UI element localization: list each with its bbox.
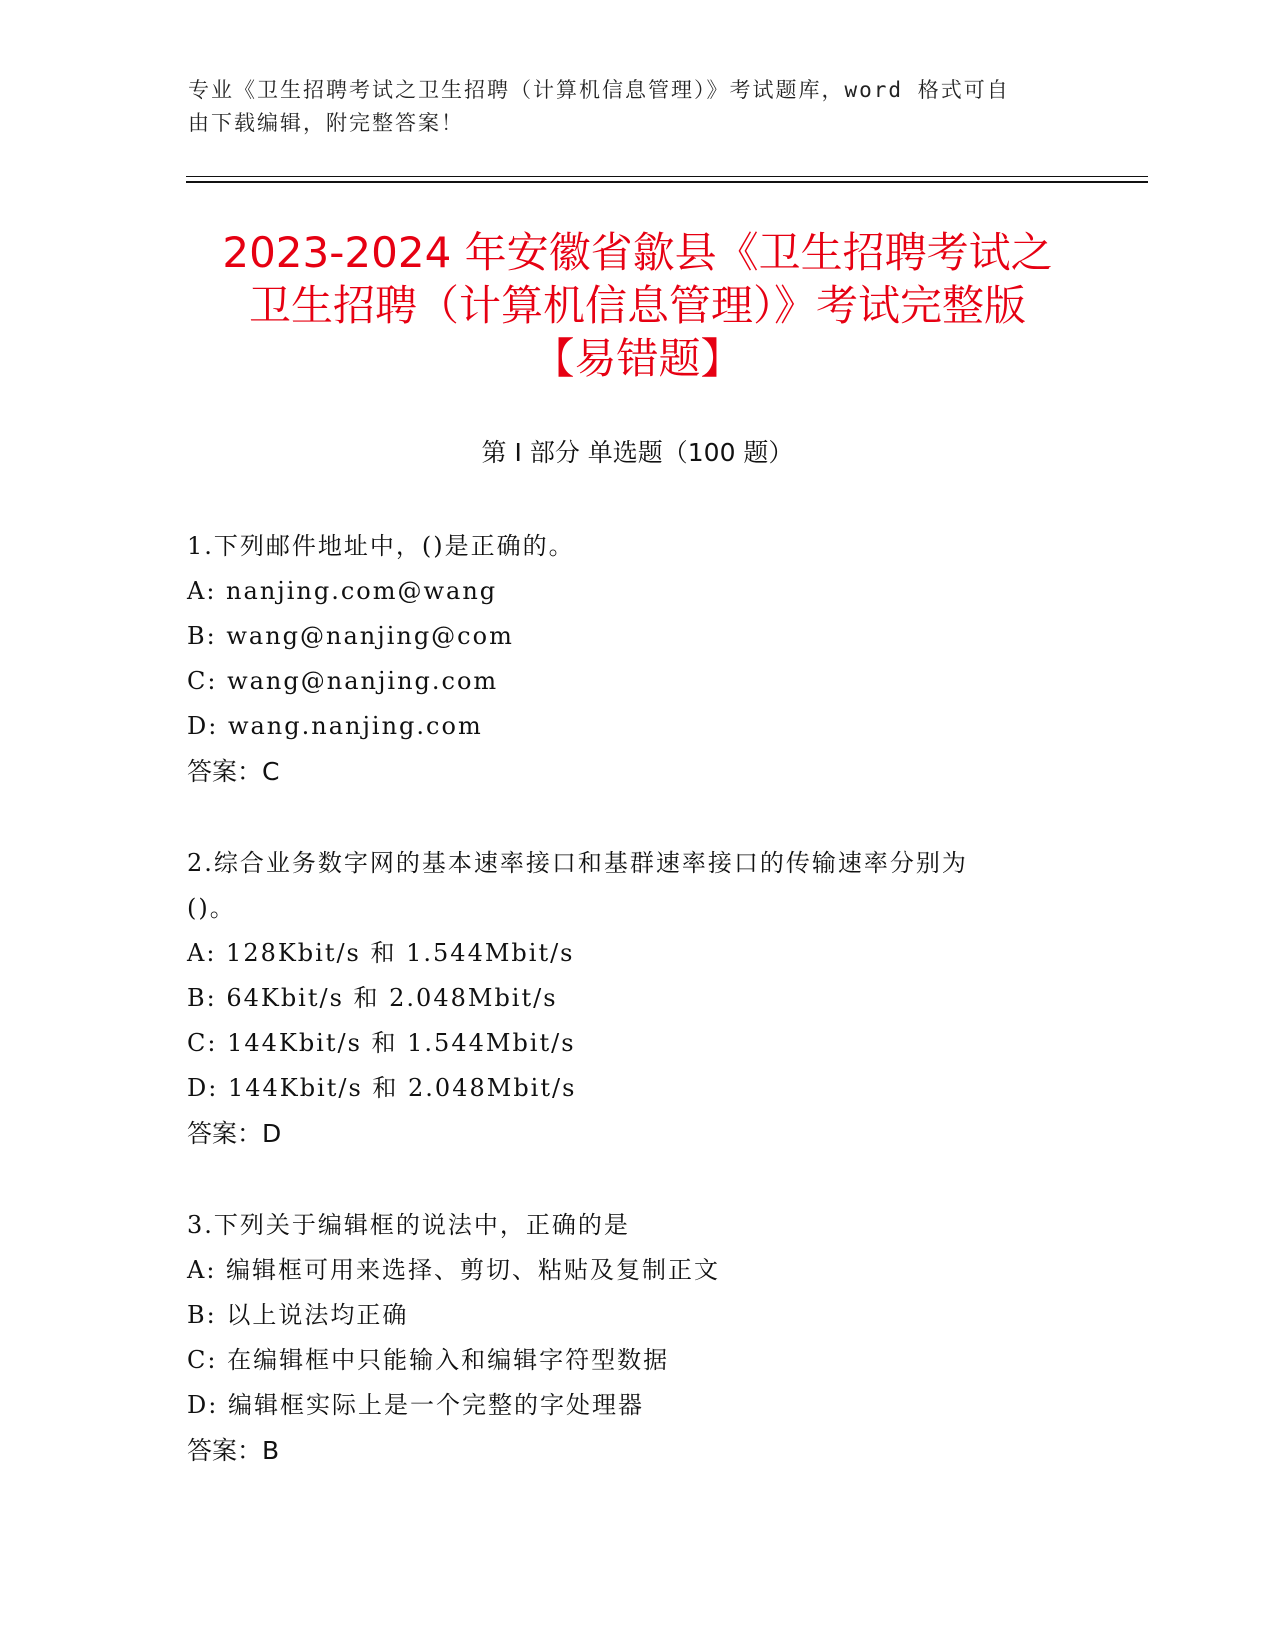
option-a: A: 编辑框可用来选择、剪切、粘贴及复制正文 (187, 1256, 721, 1284)
option-b: B: 以上说法均正确 (187, 1301, 409, 1329)
option-c: C: wang@nanjing.com (187, 667, 499, 695)
answer: 答案：B (187, 1436, 280, 1465)
header-divider-thick (186, 181, 1148, 183)
question-stem-line-2: ()。 (187, 894, 236, 922)
header-note (188, 74, 1068, 140)
answer: 答案：C (187, 757, 280, 786)
option-a: A: nanjing.com@wang (187, 577, 498, 605)
option-d: D: 编辑框实际上是一个完整的字处理器 (187, 1391, 644, 1419)
option-c: C: 在编辑框中只能输入和编辑字符型数据 (187, 1346, 670, 1374)
header-note-line-2: 由下载编辑，附完整答案！ (188, 111, 464, 135)
document-title (150, 226, 1125, 385)
option-c: C: 144Kbit/s 和 1.544Mbit/s (187, 1029, 576, 1057)
question-stem: 1.下列邮件地址中，()是正确的。 (187, 532, 575, 560)
question-1 (187, 524, 1067, 794)
section-title: 第 I 部分 单选题（100 题） (481, 438, 794, 467)
option-d: D: wang.nanjing.com (187, 712, 483, 740)
question-2 (187, 841, 1067, 1156)
option-b: B: 64Kbit/s 和 2.048Mbit/s (187, 984, 558, 1012)
header-note-line-1: 专业《卫生招聘考试之卫生招聘（计算机信息管理）》考试题库，word 格式可自 (188, 78, 1010, 102)
option-b: B: wang@nanjing@com (187, 622, 514, 650)
header-divider-thin (186, 176, 1148, 177)
document-title-line-1: 2023-2024 年安徽省歙县《卫生招聘考试之 (222, 228, 1053, 277)
question-stem-line-1: 2.综合业务数字网的基本速率接口和基群速率接口的传输速率分别为 (187, 849, 968, 877)
option-a: A: 128Kbit/s 和 1.544Mbit/s (187, 939, 575, 967)
document-title-line-2: 卫生招聘（计算机信息管理）》考试完整版 (248, 281, 1026, 330)
question-stem: 3.下列关于编辑框的说法中，正确的是 (187, 1211, 630, 1239)
answer: 答案：D (187, 1119, 282, 1148)
document-title-line-3: 【易错题】 (532, 334, 743, 383)
question-3 (187, 1203, 1067, 1473)
option-d: D: 144Kbit/s 和 2.048Mbit/s (187, 1074, 577, 1102)
